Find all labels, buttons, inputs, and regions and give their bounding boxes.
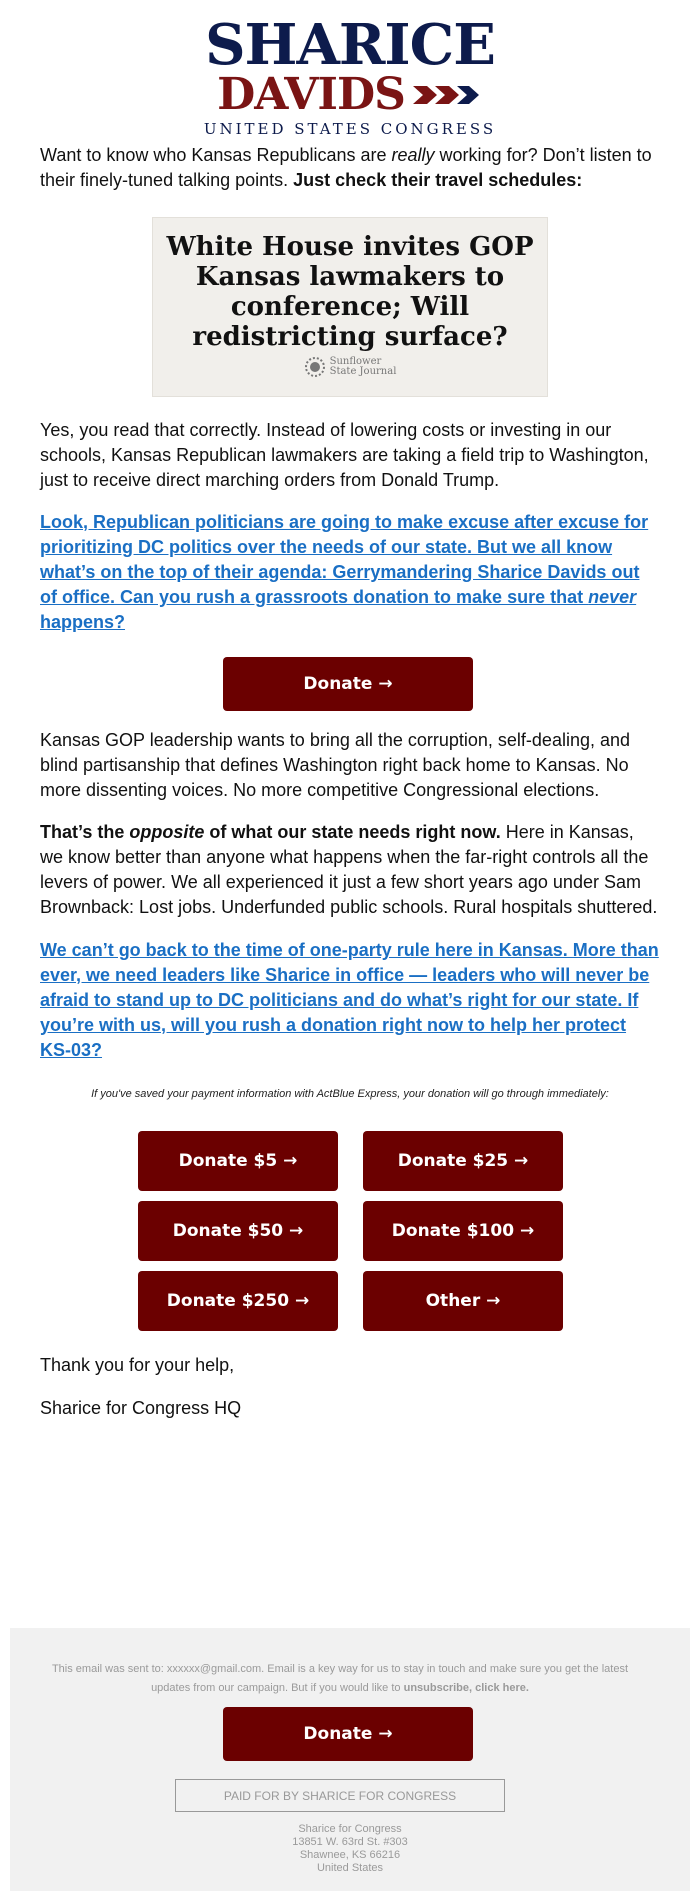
logo-first-name: SHARICE [205, 12, 495, 78]
donate-50-button[interactable]: Donate $50 → [138, 1201, 338, 1261]
logo-subtitle: UNITED STATES CONGRESS [203, 120, 497, 138]
actblue-express-note: If you've saved your payment information with ActBlue Express, your donation will go through immediately: [91, 1088, 609, 1100]
paragraph-gop-leadership: Kansas GOP leadership wants to bring all the corruption, self-dealing, and blind partisanship that defines Washington right back home to Kansas. No more dissenting voices. No more competitive Congressional elections. [40, 730, 631, 800]
paid-for-disclaimer: PAID FOR BY SHARICE FOR CONGRESS [175, 1779, 505, 1812]
paragraph-field-trip: Yes, you read that correctly. Instead of lowering costs or investing in our schools, Kansas Republican lawmakers are taking a field trip to Washington, just to receive direct marching orders from Donald Trump. [40, 420, 649, 490]
unsubscribe-link[interactable]: unsubscribe, click here. [403, 1682, 529, 1694]
donate-button[interactable]: Donate → [223, 657, 473, 711]
mailing-address: Sharice for Congress 13851 W. 63rd St. #303 Shawnee, KS 66216 United States [292, 1823, 408, 1874]
intro-paragraph: Want to know who Kansas Republicans are really working for? Don’t listen to their finely-tuned talking points. Just check their travel schedules: [40, 145, 652, 190]
paragraph-opposite: That’s the opposite of what our state needs right now. Here in Kansas, we know better than anyone what happens when the far-right controls all the levers of power. We all experienced it just a few short years ago under Sam Brownback: Lost jobs. Underfunded public schools. Rural hospitals shuttered. [40, 822, 658, 917]
donate-5-button[interactable]: Donate $5 → [138, 1131, 338, 1191]
sunflower-icon [304, 356, 326, 378]
signoff: Sharice for Congress HQ [40, 1398, 242, 1418]
donate-25-button[interactable]: Donate $25 → [363, 1131, 563, 1191]
donate-other-button[interactable]: Other → [363, 1271, 563, 1331]
donate-100-button[interactable]: Donate $100 → [363, 1201, 563, 1261]
chevron-arrows-icon [413, 84, 483, 106]
donate-link-paragraph-2[interactable]: We can’t go back to the time of one-party rule here in Kansas. More than ever, we need leaders like Sharice in office — leaders who will never be afraid to stand up to DC politicians and do what’s right for our state. If you’re with us, will you rush a donation right now to help her protect KS-03? [40, 940, 659, 1060]
news-headline: White House invites GOP Kansas lawmakers to conference; Will redistricting surface? [166, 232, 534, 352]
news-source: Sunflower State Journal [153, 356, 547, 378]
news-clipping-image [153, 218, 547, 396]
footer-donate-button[interactable]: Donate → [223, 1707, 473, 1761]
thanks-line: Thank you for your help, [40, 1355, 235, 1375]
footer-sent-notice: This email was sent to: xxxxxx@gmail.com. Email is a key way for us to stay in touch and make sure you get the latest updates from our campaign. But if you would like to unsubscribe, click here. [51, 1663, 629, 1694]
donate-250-button[interactable]: Donate $250 → [138, 1271, 338, 1331]
campaign-logo [0, 12, 700, 138]
donate-link-paragraph-1[interactable]: Look, Republican politicians are going to make excuse after excuse for prioritizing DC politics over the needs of our state. But we all know what’s on the top of their agenda: Gerrymandering Sharice Davids out of office. Can you rush a grassroots donation to make sure that never happens? [40, 512, 649, 632]
logo-last-name: DAVIDS [217, 69, 405, 120]
